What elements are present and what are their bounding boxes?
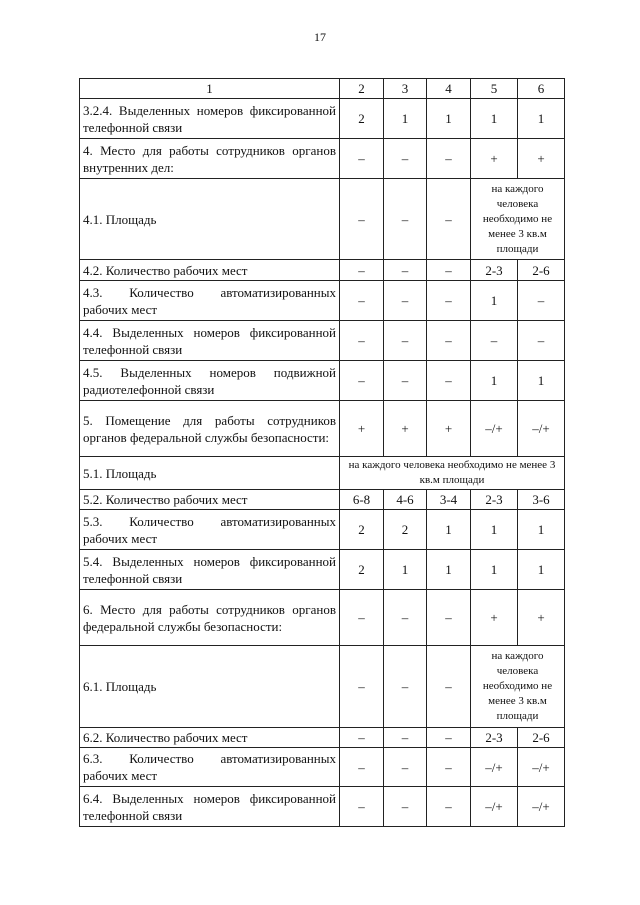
table-cell: 1 (518, 510, 565, 550)
table-cell: 1 (471, 281, 518, 321)
table-cell: 1 (427, 550, 471, 590)
row-label: 6.4. Выделенных номеров фиксированной телефонной связи (80, 787, 340, 827)
table-cell: – (340, 179, 384, 260)
table-cell: 1 (471, 550, 518, 590)
table-cell: – (340, 321, 384, 361)
table-cell: – (384, 361, 427, 401)
table-cell: 1 (518, 99, 565, 139)
table-cell: – (384, 179, 427, 260)
row-label: 6.1. Площадь (80, 646, 340, 728)
table-cell: – (427, 748, 471, 787)
table-row (80, 590, 565, 646)
table-cell: 2 (340, 99, 384, 139)
table-cell: – (340, 260, 384, 281)
table-cell: 2 (340, 550, 384, 590)
table-cell: –/+ (471, 787, 518, 827)
table-cell: – (427, 179, 471, 260)
table-cell: – (427, 281, 471, 321)
table-cell: – (384, 728, 427, 748)
table-cell: 2 (340, 510, 384, 550)
table-cell: – (340, 728, 384, 748)
table-cell: – (518, 321, 565, 361)
table-cell: 1 (427, 510, 471, 550)
row-label: 4.5. Выделенных номеров подвижной радиотелефонной связи (80, 361, 340, 401)
table-cell: – (427, 590, 471, 646)
table-cell: –/+ (518, 401, 565, 457)
table-row (80, 510, 565, 550)
row-label: 4.3. Количество автоматизированных рабочих мест (80, 281, 340, 321)
table-cell: – (340, 361, 384, 401)
table-cell: 1 (518, 550, 565, 590)
table-row (80, 646, 565, 728)
table-cell: + (518, 590, 565, 646)
row-label: 5.1. Площадь (80, 457, 340, 490)
table-row (80, 490, 565, 510)
row-label: 4.2. Количество рабочих мест (80, 260, 340, 281)
row-label: 5.2. Количество рабочих мест (80, 490, 340, 510)
table-cell: – (340, 646, 384, 728)
table-row (80, 748, 565, 787)
table-cell: –/+ (518, 748, 565, 787)
table-cell: 1 (384, 99, 427, 139)
table-row (80, 550, 565, 590)
table-cell: 1 (471, 361, 518, 401)
table-cell: 1 (471, 510, 518, 550)
table-cell: + (471, 139, 518, 179)
row-label: 6.2. Количество рабочих мест (80, 728, 340, 748)
table-cell: 1 (427, 99, 471, 139)
table-cell: 6-8 (340, 490, 384, 510)
table-cell: –/+ (471, 401, 518, 457)
table-row (80, 728, 565, 748)
table-cell: – (384, 321, 427, 361)
table-cell: – (518, 281, 565, 321)
table-header-row (80, 79, 565, 99)
table-cell: – (427, 787, 471, 827)
column-header: 5 (471, 79, 518, 99)
table-cell: 2-3 (471, 490, 518, 510)
column-header: 1 (80, 79, 340, 99)
table-cell: + (340, 401, 384, 457)
table-cell: – (340, 787, 384, 827)
table-cell: 2-3 (471, 260, 518, 281)
table-cell: – (427, 728, 471, 748)
table-row (80, 179, 565, 260)
table-cell: 4-6 (384, 490, 427, 510)
table-row (80, 260, 565, 281)
table-cell: + (518, 139, 565, 179)
table-cell: – (340, 139, 384, 179)
table-cell: 2 (384, 510, 427, 550)
table-cell: – (340, 590, 384, 646)
column-header: 4 (427, 79, 471, 99)
table-cell: – (384, 260, 427, 281)
table-cell: 2-6 (518, 728, 565, 748)
table-cell: – (384, 590, 427, 646)
table-cell: 3-4 (427, 490, 471, 510)
table-cell: 1 (518, 361, 565, 401)
table-row (80, 99, 565, 139)
table-cell: 1 (384, 550, 427, 590)
table-cell: 1 (471, 99, 518, 139)
merged-cell: на каждого человека необходимо не менее 3 кв.м площади (471, 179, 565, 260)
table-row (80, 457, 565, 490)
table-cell: – (427, 139, 471, 179)
table-cell: – (427, 321, 471, 361)
table-row (80, 139, 565, 179)
row-label: 5. Помещение для работы сотрудников органов федеральной службы безопасности: (80, 401, 340, 457)
table-cell: – (427, 646, 471, 728)
merged-cell: на каждого человека необходимо не менее 3 кв.м площади (340, 457, 565, 490)
row-label: 6. Место для работы сотрудников органов федеральной службы безопасности: (80, 590, 340, 646)
table-cell: 2-6 (518, 260, 565, 281)
table-cell: – (384, 787, 427, 827)
table-row (80, 361, 565, 401)
merged-cell: на каждого человека необходимо не менее 3 кв.м площади (471, 646, 565, 728)
table-cell: 2-3 (471, 728, 518, 748)
table-cell: –/+ (518, 787, 565, 827)
table-cell: – (427, 260, 471, 281)
table-row (80, 401, 565, 457)
table-cell: – (384, 748, 427, 787)
table-row (80, 787, 565, 827)
row-label: 3.2.4. Выделенных номеров фиксированной телефонной связи (80, 99, 340, 139)
row-label: 4.1. Площадь (80, 179, 340, 260)
table-row (80, 281, 565, 321)
row-label: 6.3. Количество автоматизированных рабочих мест (80, 748, 340, 787)
row-label: 4. Место для работы сотрудников органов внутренних дел: (80, 139, 340, 179)
table-cell: – (427, 361, 471, 401)
table-cell: – (384, 646, 427, 728)
table-cell: – (340, 748, 384, 787)
table-cell: – (340, 281, 384, 321)
table-row (80, 321, 565, 361)
page-number: 17 (314, 30, 326, 44)
row-label: 4.4. Выделенных номеров фиксированной телефонной связи (80, 321, 340, 361)
table-cell: – (471, 321, 518, 361)
table-cell: –/+ (471, 748, 518, 787)
table-cell: + (384, 401, 427, 457)
column-header: 2 (340, 79, 384, 99)
requirements-table (79, 78, 565, 827)
table-cell: + (471, 590, 518, 646)
row-label: 5.3. Количество автоматизированных рабочих мест (80, 510, 340, 550)
table-cell: – (384, 139, 427, 179)
row-label: 5.4. Выделенных номеров фиксированной телефонной связи (80, 550, 340, 590)
column-header: 3 (384, 79, 427, 99)
table-cell: 3-6 (518, 490, 565, 510)
table-cell: + (427, 401, 471, 457)
column-header: 6 (518, 79, 565, 99)
table-cell: – (384, 281, 427, 321)
